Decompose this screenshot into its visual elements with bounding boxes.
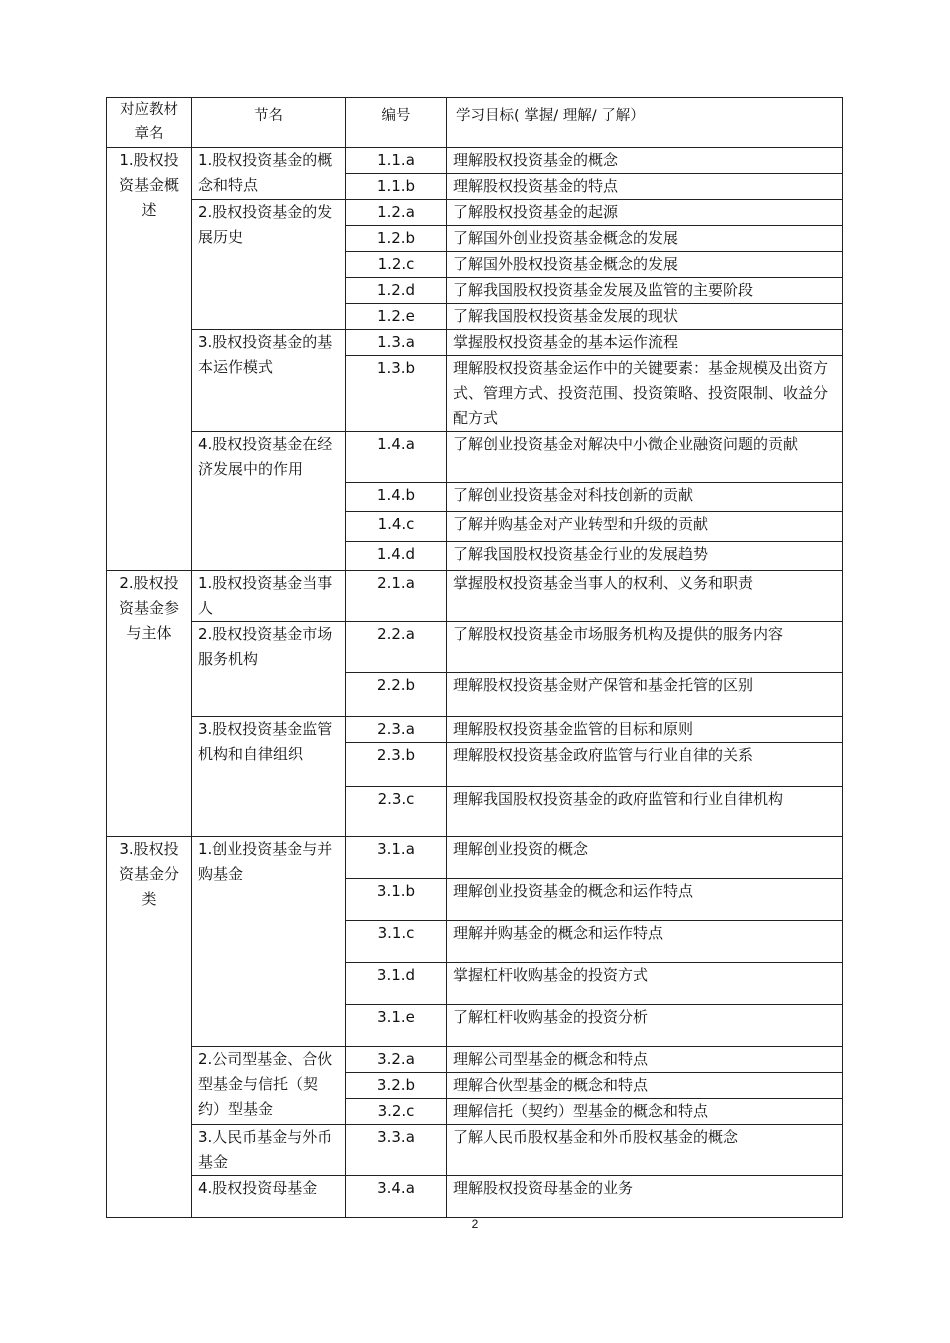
learning-goal-cell: 理解我国股权投资基金的政府监管和行业自律机构 (447, 787, 843, 837)
learning-goal-cell: 理解合伙型基金的概念和特点 (447, 1073, 843, 1099)
objective-code-cell: 1.1.b (346, 174, 447, 200)
objective-code-cell: 2.2.b (346, 673, 447, 717)
table-row (107, 1176, 843, 1218)
header-section: 节名 (192, 98, 346, 148)
objective-code-cell: 3.1.a (346, 837, 447, 879)
objective-code-cell: 1.2.d (346, 278, 447, 304)
learning-goal-cell: 理解信托（契约）型基金的概念和特点 (447, 1099, 843, 1125)
objective-code-cell: 2.3.b (346, 743, 447, 787)
learning-goal-cell: 了解创业投资基金对科技创新的贡献 (447, 483, 843, 512)
learning-goal-cell: 掌握杠杆收购基金的投资方式 (447, 963, 843, 1005)
objective-code-cell: 1.4.d (346, 542, 447, 571)
objective-code-cell: 3.1.b (346, 879, 447, 921)
learning-goal-cell: 理解创业投资的概念 (447, 837, 843, 879)
learning-goal-cell: 了解杠杆收购基金的投资分析 (447, 1005, 843, 1047)
section-name-cell: 1.创业投资基金与并购基金 (192, 837, 346, 1047)
learning-goal-cell: 了解并购基金对产业转型和升级的贡献 (447, 512, 843, 542)
learning-goal-cell: 了解国外创业投资基金概念的发展 (447, 226, 843, 252)
section-name-cell: 1.股权投资基金的概念和特点 (192, 148, 346, 200)
section-name-cell: 2.股权投资基金市场服务机构 (192, 622, 346, 717)
section-name-cell: 3.股权投资基金的基本运作模式 (192, 330, 346, 432)
learning-goal-cell: 掌握股权投资基金当事人的权利、义务和职责 (447, 571, 843, 622)
objective-code-cell: 3.2.c (346, 1099, 447, 1125)
table-row (107, 200, 843, 226)
learning-goal-cell: 理解公司型基金的概念和特点 (447, 1047, 843, 1073)
objective-code-cell: 3.1.c (346, 921, 447, 963)
objective-code-cell: 1.4.b (346, 483, 447, 512)
learning-goal-cell: 了解我国股权投资基金行业的发展趋势 (447, 542, 843, 571)
table-row (107, 432, 843, 483)
table-row (107, 148, 843, 174)
header-code: 编号 (346, 98, 447, 148)
learning-goal-cell: 了解国外股权投资基金概念的发展 (447, 252, 843, 278)
objective-code-cell: 2.3.c (346, 787, 447, 837)
learning-goal-cell: 理解股权投资基金监管的目标和原则 (447, 717, 843, 743)
learning-goal-cell: 了解股权投资基金市场服务机构及提供的服务内容 (447, 622, 843, 673)
table-row (107, 1125, 843, 1176)
objective-code-cell: 3.3.a (346, 1125, 447, 1176)
table-row (107, 622, 843, 673)
objective-code-cell: 1.3.b (346, 356, 447, 432)
learning-goal-cell: 了解我国股权投资基金发展的现状 (447, 304, 843, 330)
objective-code-cell: 3.1.d (346, 963, 447, 1005)
learning-goal-cell: 掌握股权投资基金的基本运作流程 (447, 330, 843, 356)
syllabus-table-body (107, 98, 843, 1218)
objective-code-cell: 1.2.a (346, 200, 447, 226)
table-row (107, 837, 843, 879)
section-name-cell: 3.股权投资基金监管机构和自律组织 (192, 717, 346, 837)
objective-code-cell: 3.2.a (346, 1047, 447, 1073)
objective-code-cell: 1.4.c (346, 512, 447, 542)
learning-goal-cell: 理解股权投资基金政府监管与行业自律的关系 (447, 743, 843, 787)
objective-code-cell: 2.3.a (346, 717, 447, 743)
objective-code-cell: 1.4.a (346, 432, 447, 483)
section-name-cell: 4.股权投资基金在经济发展中的作用 (192, 432, 346, 571)
learning-goal-cell: 理解股权投资基金的特点 (447, 174, 843, 200)
section-name-cell: 3.人民币基金与外币基金 (192, 1125, 346, 1176)
learning-goal-cell: 了解创业投资基金对解决中小微企业融资问题的贡献 (447, 432, 843, 483)
learning-goal-cell: 了解股权投资基金的起源 (447, 200, 843, 226)
section-name-cell: 1.股权投资基金当事人 (192, 571, 346, 622)
table-row (107, 330, 843, 356)
header-chapter: 对应教材章名 (107, 98, 192, 148)
objective-code-cell: 1.2.e (346, 304, 447, 330)
objective-code-cell: 3.1.e (346, 1005, 447, 1047)
table-row (107, 571, 843, 622)
table-row (107, 1047, 843, 1073)
learning-goal-cell: 理解并购基金的概念和运作特点 (447, 921, 843, 963)
objective-code-cell: 1.1.a (346, 148, 447, 174)
objective-code-cell: 2.1.a (346, 571, 447, 622)
objective-code-cell: 3.2.b (346, 1073, 447, 1099)
learning-goal-cell: 理解股权投资母基金的业务 (447, 1176, 843, 1218)
objective-code-cell: 1.3.a (346, 330, 447, 356)
chapter-name-cell: 2.股权投资基金参与主体 (107, 571, 192, 837)
learning-goal-cell: 理解股权投资基金的概念 (447, 148, 843, 174)
objective-code-cell: 1.2.b (346, 226, 447, 252)
syllabus-table (106, 97, 843, 1218)
objective-code-cell: 2.2.a (346, 622, 447, 673)
learning-goal-cell: 理解股权投资基金运作中的关键要素：基金规模及出资方式、管理方式、投资范围、投资策略、投资限制、收益分配方式 (447, 356, 843, 432)
learning-goal-cell: 了解我国股权投资基金发展及监管的主要阶段 (447, 278, 843, 304)
table-row (107, 717, 843, 743)
section-name-cell: 2.股权投资基金的发展历史 (192, 200, 346, 330)
learning-goal-cell: 了解人民币股权基金和外币股权基金的概念 (447, 1125, 843, 1176)
learning-goal-cell: 理解创业投资基金的概念和运作特点 (447, 879, 843, 921)
objective-code-cell: 3.4.a (346, 1176, 447, 1218)
section-name-cell: 2.公司型基金、合伙型基金与信托（契约）型基金 (192, 1047, 346, 1125)
section-name-cell: 4.股权投资母基金 (192, 1176, 346, 1218)
page-number: 2 (471, 1217, 479, 1231)
learning-goal-cell: 理解股权投资基金财产保管和基金托管的区别 (447, 673, 843, 717)
table-header-row (107, 98, 843, 148)
objective-code-cell: 1.2.c (346, 252, 447, 278)
chapter-name-cell: 3.股权投资基金分类 (107, 837, 192, 1218)
chapter-name-cell: 1.股权投资基金概述 (107, 148, 192, 571)
header-goal: 学习目标( 掌握/ 理解/ 了解） (447, 98, 843, 148)
